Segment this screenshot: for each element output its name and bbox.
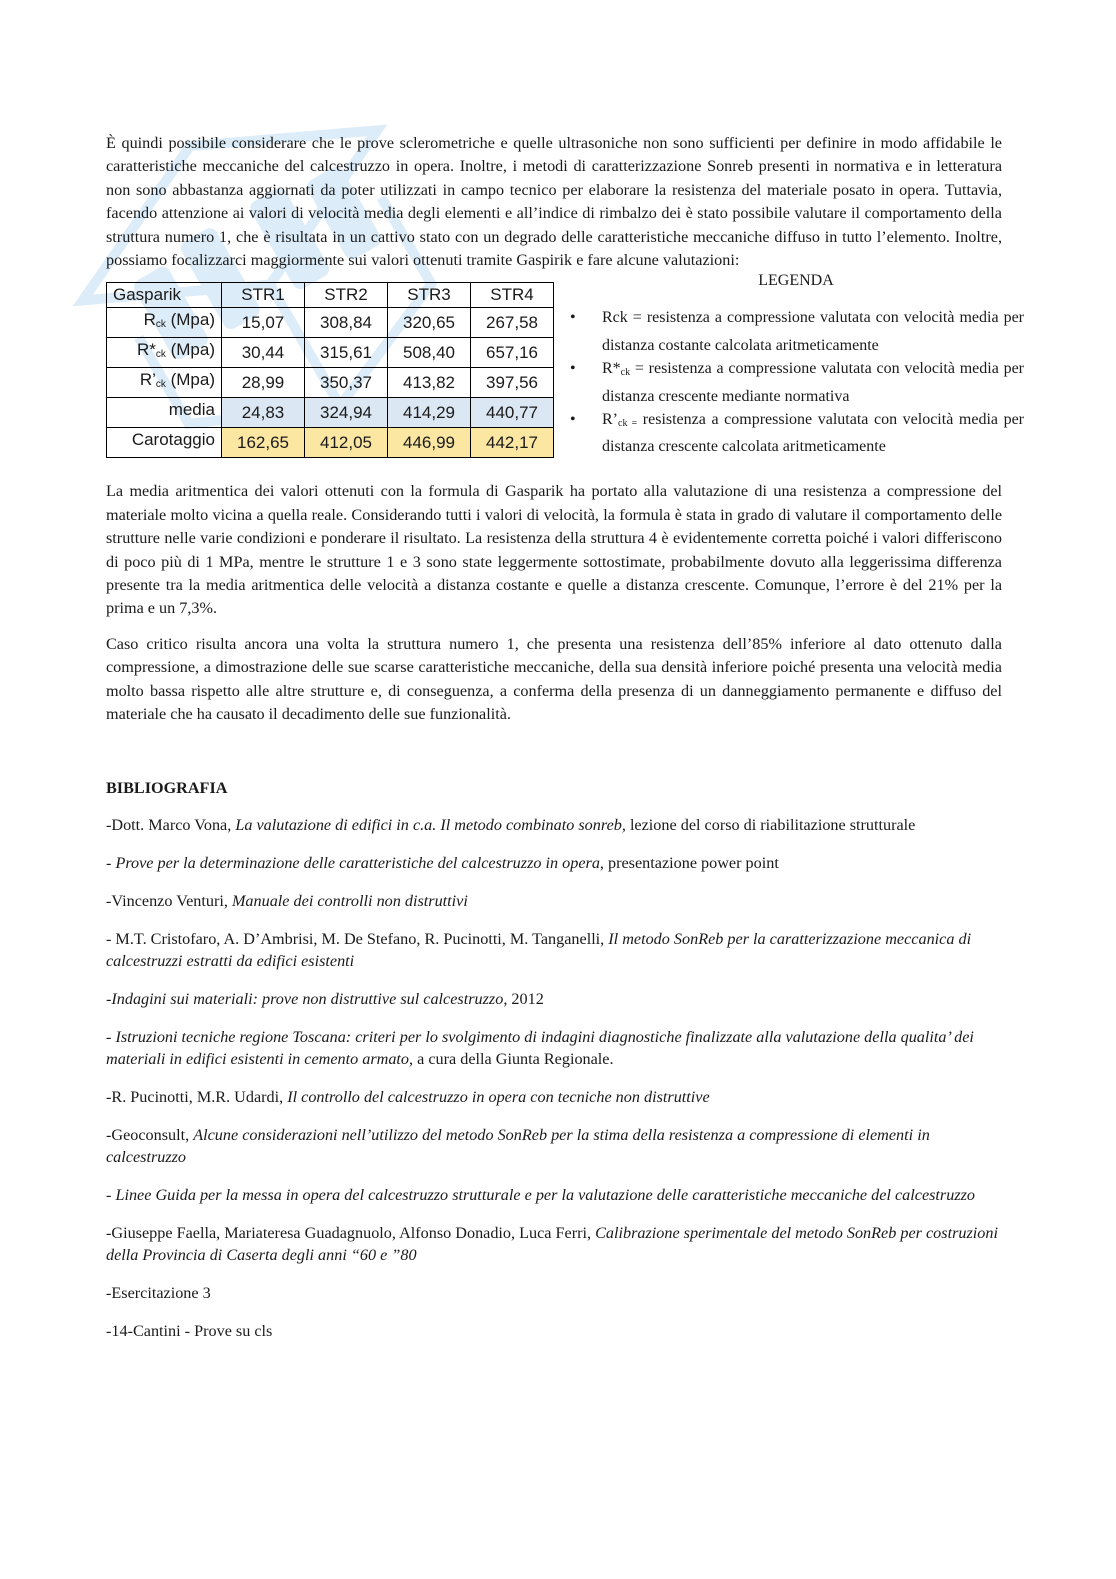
bibliography-title: BIBLIOGRAFIA <box>106 778 228 797</box>
column-header: STR4 <box>471 283 554 308</box>
table-cell: 162,65 <box>222 428 305 458</box>
table-cell: 315,61 <box>305 338 388 368</box>
bibliography-entry: - Istruzioni tecniche regione Toscana: criteri per lo svolgimento di indagini diagnostiche finalizzate alla valutazione della qualita’ dei materiali in edifici esistenti in cemento armato, a cura della Giunta Regionale. <box>106 1027 974 1068</box>
legend-title: LEGENDA <box>758 272 834 290</box>
table-row <box>107 428 554 458</box>
bibliography-entry: -Dott. Marco Vona, La valutazione di edifici in c.a. Il metodo combinato sonreb, lezione del corso di riabilitazione strutturale <box>106 815 916 834</box>
table-legend-section <box>106 272 1025 458</box>
legend-item: • $R*_{ck}$ = resistenza a compressione valutata con velocità media per distanza crescente mediante normativa <box>568 357 1024 408</box>
bibliography-entry: -14-Cantini - Prove su cls <box>106 1321 273 1340</box>
bibliography-entry: -Indagini sui materiali: prove non distruttive sul calcestruzzo, 2012 <box>106 989 544 1008</box>
bibliography-entry: -R. Pucinotti, M.R. Udardi, Il controllo del calcestruzzo in opera con tecniche non distruttive <box>106 1087 710 1106</box>
document-page <box>106 132 1025 1342</box>
table-cell: 508,40 <box>388 338 471 368</box>
table-cell: 397,56 <box>471 368 554 398</box>
table-cell: 320,65 <box>388 308 471 338</box>
table-cell: 350,37 <box>305 368 388 398</box>
table-cell: 412,05 <box>305 428 388 458</box>
bullet-icon: • <box>570 360 576 378</box>
table-cell: 442,17 <box>471 428 554 458</box>
table-cell: 440,77 <box>471 398 554 428</box>
column-header: STR2 <box>305 283 388 308</box>
table-row <box>107 338 554 368</box>
table-cell: 657,16 <box>471 338 554 368</box>
bullet-icon: • <box>570 309 576 327</box>
table-cell: 15,07 <box>222 308 305 338</box>
bibliography-entry: -Giuseppe Faella, Mariateresa Guadagnuolo, Alfonso Donadio, Luca Ferri, Calibrazione sperimentale del metodo SonReb per costruzioni della Provincia di Caserta degli anni “60 e ”80 <box>106 1223 998 1264</box>
table-cell: 24,83 <box>222 398 305 428</box>
critical-case-paragraph: Caso critico risulta ancora una volta la struttura numero 1, che presenta una resistenza dell’85% inferiore al dato ottenuto dalla compressione, a dimostrazione delle sue scarse caratteristiche meccaniche, della sua densità inferiore poiché presenta una velocità media molto bassa rispetto alle altre strutture e, di conseguenza, a conferma della presenza di un danneggiamento permanente e diffuso del materiale che ha causato il decadimento delle sue funzionalità. <box>106 634 1002 724</box>
table-row <box>107 308 554 338</box>
row-label: $R_{ck}$ (Mpa) <box>107 308 222 338</box>
row-label: $R’_{ck}$ (Mpa) <box>107 368 222 398</box>
intro-paragraph: È quindi possibile considerare che le prove sclerometriche e quelle ultrasoniche non sono sufficienti per definire in modo affidabile le caratteristiche meccaniche del calcestruzzo in opera. Inoltre, i metodi di caratterizzazione Sonreb presenti in normativa e in letteratura non sono abbastanza aggiornati da poter utilizzati in campo tecnico per elaborare la resistenza del materiale posato in opera. Tuttavia, facendo attenzione ai valori di velocità media degli elementi e all’indice di rimbalzo dei è stato possibile valutare il comportamento della struttura numero 1, che è risultata in un cattivo stato con un degrado delle caratteristiche meccaniche diffuso in tutto l’elemento. Inoltre, possiamo focalizzarci maggiormente sui valori ottenuti tramite Gaspirik e fare alcune valutazioni: <box>106 134 1002 270</box>
legend-list <box>568 306 1024 458</box>
table-cell: 413,82 <box>388 368 471 398</box>
bibliography-entry: - Linee Guida per la messa in opera del calcestruzzo strutturale e per la valutazione delle caratteristiche meccaniche del calcestruzzo <box>106 1185 976 1204</box>
legend-item: • Rck = resistenza a compressione valutata con velocità media per distanza costante calcolata aritmeticamente <box>568 306 1024 357</box>
analysis-paragraph: La media aritmentica dei valori ottenuti con la formula di Gasparik ha portato alla valutazione di una resistenza a compressione del materiale molto vicina a quella reale. Considerando tutti i valori di velocità, la formula è stata in grado di valutare il comportamento delle strutture nelle varie condizioni e ponderare il risultato. La resistenza della struttura 4 è evidentemente corretta poiché i valori differiscono di poco più di 1 MPa, mentre le strutture 1 e 3 sono state leggermente sottostimate, probabilmente dovuto alla leggerissima differenza presente tra la media aritmentica delle velocità a distanza costante e quelle a distanza crescente. Comunque, l’errore è del 21% per la prima e un 7,3%. <box>106 482 1002 618</box>
table-cell: 28,99 <box>222 368 305 398</box>
bibliography-entry: -Esercitazione 3 <box>106 1283 211 1302</box>
legend-item: • $R’_{ck =}$ resistenza a compressione valutata con velocità media per distanza crescente calcolata aritmeticamente <box>568 408 1024 459</box>
table-row <box>107 398 554 428</box>
column-header: STR1 <box>222 283 305 308</box>
bibliography-entry: -Vincenzo Venturi, Manuale dei controlli non distruttivi <box>106 891 468 910</box>
gasparik-table <box>106 282 554 458</box>
bibliography-entry: - M.T. Cristofaro, A. D’Ambrisi, M. De Stefano, R. Pucinotti, M. Tanganelli, Il metodo SonReb per la caratterizzazione meccanica di calcestruzzi estratti da edifici esistenti <box>106 929 972 970</box>
row-label: Carotaggio <box>107 428 222 458</box>
row-label: $R*_{ck}$ (Mpa) <box>107 338 222 368</box>
table-header-row <box>107 283 554 308</box>
table-row <box>107 368 554 398</box>
table-cell: 308,84 <box>305 308 388 338</box>
bibliography-list <box>106 814 1002 1342</box>
table-corner-label: Gasparik <box>107 283 222 308</box>
table-cell: 324,94 <box>305 398 388 428</box>
column-header: STR3 <box>388 283 471 308</box>
table-cell: 446,99 <box>388 428 471 458</box>
table-cell: 414,29 <box>388 398 471 428</box>
bibliography-entry: - Prove per la determinazione delle caratteristiche del calcestruzzo in opera, presentazione power point <box>106 853 779 872</box>
table-cell: 30,44 <box>222 338 305 368</box>
bibliography-entry: -Geoconsult, Alcune considerazioni nell’utilizzo del metodo SonReb per la stima della resistenza a compressione di elementi in calcestruzzo <box>106 1125 930 1166</box>
table-cell: 267,58 <box>471 308 554 338</box>
legend <box>568 270 1024 458</box>
bullet-icon: • <box>570 411 576 429</box>
row-label: media <box>107 398 222 428</box>
